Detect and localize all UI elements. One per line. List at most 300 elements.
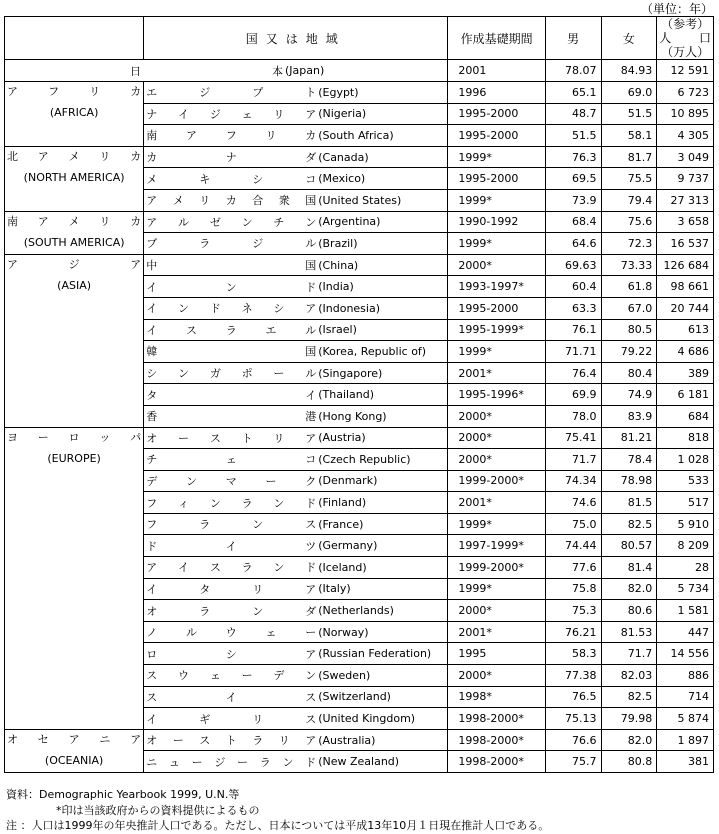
header-region-blank [5, 17, 144, 60]
country-name-char: フ [146, 518, 158, 532]
country-name-ja [146, 538, 316, 554]
period-cell: 1995 [448, 643, 545, 665]
country-cell [144, 103, 448, 125]
header-male: 男 [545, 17, 601, 60]
male-cell: 76.4 [545, 362, 601, 384]
country-name-char: ー [172, 734, 184, 748]
male-cell: 74.44 [545, 535, 601, 557]
region-name-char: ヨ [7, 430, 18, 444]
male-cell: 76.21 [545, 621, 601, 643]
country-name-char: ス [305, 712, 317, 726]
country-cell [144, 341, 448, 363]
region-name-en: (AFRICA) [49, 106, 99, 119]
male-cell: 75.8 [545, 578, 601, 600]
header-country: 国又は地域 [144, 17, 448, 60]
country-name-char: デ [146, 474, 158, 488]
period-cell: 2001* [448, 492, 545, 514]
country-name-char: ル [305, 323, 317, 337]
population-cell: 8 209 [657, 535, 714, 557]
country-name-char: 中 [146, 259, 158, 273]
female-cell: 51.5 [601, 103, 657, 125]
country-name-char: ブ [146, 237, 158, 251]
region-name-char: ッ [99, 430, 111, 444]
table-row-japan [5, 60, 714, 82]
period-cell: 1998* [448, 686, 545, 708]
region-name-en: (EUROPE) [47, 451, 101, 465]
country-name-char: ス [209, 561, 221, 575]
male-cell: 51.5 [545, 125, 601, 147]
header-pop-line2-b: 口 [698, 31, 711, 45]
country-name-char: ラ [259, 755, 271, 769]
country-name-char: イ [146, 712, 158, 726]
japan-name-last: 本 [272, 64, 283, 78]
region-name-char: ロ [68, 430, 80, 444]
country-name-char: ネ [241, 302, 253, 316]
country-name-ja [146, 646, 316, 662]
population-cell: 5 734 [657, 578, 714, 600]
country-name-char: 衆 [278, 194, 290, 208]
country-cell [144, 578, 448, 600]
region-cell [5, 254, 144, 427]
male-cell: 76.3 [545, 146, 601, 168]
region-name-char: オ [7, 732, 18, 746]
region-name-en: (OCEANIA) [44, 753, 104, 767]
country-name-char: ギ [199, 712, 211, 726]
population-cell: 14 556 [657, 643, 714, 665]
country-name-ja [146, 624, 316, 640]
country-name-ja [146, 279, 316, 295]
country-name-char: フ [225, 129, 237, 143]
period-cell: 1995-2000 [448, 125, 545, 147]
female-cell: 81.5 [601, 492, 657, 514]
country-name-char: ジ [252, 237, 264, 251]
country-name-char: ア [305, 647, 317, 661]
country-cell [144, 168, 448, 190]
country-name-char: ア [146, 194, 158, 208]
population-cell: 9 737 [657, 168, 714, 190]
country-name-char: ツ [305, 539, 317, 553]
country-name-char: ラ [252, 734, 264, 748]
region-name-char: カ [130, 85, 142, 98]
country-name-char: ェ [225, 453, 237, 467]
region-cell [5, 729, 144, 772]
female-cell: 78.98 [601, 470, 657, 492]
country-cell [144, 297, 448, 319]
region-cell [5, 427, 144, 729]
country-name-char: デ [273, 669, 285, 683]
region-name-char: リ [99, 149, 111, 163]
male-cell: 77.38 [545, 665, 601, 687]
population-cell: 4 305 [657, 125, 714, 147]
header-row [5, 17, 714, 60]
country-name-char: ー [178, 431, 190, 445]
country-name-en: (Denmark) [318, 474, 378, 488]
country-cell [144, 729, 448, 751]
country-name-char: コ [305, 453, 317, 467]
country-name-ja [146, 473, 316, 489]
period-cell: 2001* [448, 621, 545, 643]
male-cell: 78.0 [545, 405, 601, 427]
country-cell [144, 319, 448, 341]
country-name-en: (Argentina) [318, 215, 381, 229]
country-name-en: (Austria) [318, 431, 366, 445]
country-cell [144, 751, 448, 773]
country-name-char: イ [146, 302, 158, 316]
region-name-char: 北 [7, 149, 18, 163]
country-name-char: ー [191, 755, 203, 769]
male-cell: 75.13 [545, 708, 601, 730]
female-cell: 79.98 [601, 708, 657, 730]
country-name-en: (Finland) [318, 496, 367, 510]
region-name-ja [7, 255, 141, 275]
country-name-char: 国 [305, 345, 317, 359]
country-name-char: 合 [252, 194, 264, 208]
period-cell: 1999* [448, 513, 545, 535]
country-name-char: ン [305, 669, 317, 683]
country-name-char: ニ [146, 755, 158, 769]
region-name-char: リ [99, 214, 111, 228]
population-cell: 3 049 [657, 146, 714, 168]
country-name-ja [146, 214, 316, 230]
country-cell [144, 665, 448, 687]
female-cell: 81.4 [601, 557, 657, 579]
male-cell: 75.3 [545, 600, 601, 622]
country-name-char: エ [265, 323, 277, 337]
country-name-char: ー [265, 474, 277, 488]
period-cell: 2001* [448, 362, 545, 384]
country-cell [144, 384, 448, 406]
female-cell: 82.5 [601, 513, 657, 535]
footer-source: 資料：Demographic Yearbook 1999, U.N.等 [6, 788, 240, 801]
population-cell: 5 910 [657, 513, 714, 535]
period-cell: 2000* [448, 405, 545, 427]
period-cell: 2000* [448, 600, 545, 622]
female-cell: 75.5 [601, 168, 657, 190]
female-cell: 72.3 [601, 233, 657, 255]
male-cell: 74.6 [545, 492, 601, 514]
header-period: 作成基礎期間 [448, 17, 545, 60]
country-name-char: ェ [209, 669, 221, 683]
country-name-char: マ [225, 474, 237, 488]
region-name-ja [7, 730, 141, 750]
country-name-char: ジ [214, 755, 226, 769]
country-name-char: ィ [178, 496, 190, 510]
country-name-ja [146, 451, 316, 467]
country-name-ja [146, 689, 316, 705]
country-name-char: イ [178, 107, 190, 121]
region-name-char: ー [37, 430, 49, 444]
country-name-char: シ [225, 647, 237, 661]
country-name-en: (China) [318, 258, 359, 272]
male-cell: 69.9 [545, 384, 601, 406]
region-name-char: ア [130, 257, 142, 271]
country-name-en: (Sweden) [318, 668, 371, 682]
country-cell [144, 125, 448, 147]
country-name-ja [146, 257, 316, 273]
region-name-char: ア [68, 732, 80, 746]
country-name-char: オ [146, 431, 158, 445]
country-name-ja [146, 408, 316, 424]
country-name-char: リ [199, 194, 211, 208]
country-name-char: エ [146, 86, 158, 100]
country-name-en: (United Kingdom) [318, 712, 416, 726]
country-name-char: ス [305, 690, 317, 704]
country-name-char: ア [146, 215, 158, 229]
japan-name-first: 日 [130, 64, 141, 78]
country-name-char: イ [305, 388, 317, 402]
male-cell: 65.1 [545, 82, 601, 104]
country-cell [144, 276, 448, 298]
female-cell: 81.53 [601, 621, 657, 643]
region-name-char: リ [89, 85, 101, 98]
table-row [5, 729, 714, 751]
period-cell: 1998-2000* [448, 751, 545, 773]
female-cell: 82.0 [601, 578, 657, 600]
period-cell: 1999* [448, 233, 545, 255]
country-name-en: (Canada) [318, 150, 369, 164]
japan-period: 2001 [448, 60, 545, 82]
region-name-en: (SOUTH AMERICA) [23, 235, 125, 249]
country-name-en: (Korea, Republic of) [318, 344, 427, 358]
population-cell: 1 028 [657, 449, 714, 471]
region-name-char: カ [130, 149, 142, 163]
country-name-en: (India) [318, 280, 354, 294]
country-cell [144, 233, 448, 255]
country-name-char: ロ [146, 647, 158, 661]
period-cell: 1998-2000* [448, 729, 545, 751]
female-cell: 80.6 [601, 600, 657, 622]
country-name-char: リ [273, 431, 285, 445]
population-cell: 5 874 [657, 708, 714, 730]
period-cell: 1999-2000* [448, 557, 545, 579]
country-name-char: リ [252, 582, 264, 596]
country-name-char: ナ [225, 151, 237, 165]
country-name-ja [146, 711, 316, 727]
region-name-char: メ [68, 149, 80, 163]
period-cell: 1999* [448, 146, 545, 168]
male-cell: 75.0 [545, 513, 601, 535]
country-name-char: ナ [146, 107, 158, 121]
population-cell: 1 897 [657, 729, 714, 751]
country-name-char: メ [146, 172, 158, 186]
country-name-en: (Egypt) [318, 85, 359, 99]
country-name-char: ポ [241, 367, 253, 381]
japan-male: 78.07 [545, 60, 601, 82]
male-cell: 69.63 [545, 254, 601, 276]
country-name-char: ン [209, 496, 221, 510]
country-name-en: (Hong Kong) [318, 409, 387, 423]
country-name-char: ル [178, 215, 190, 229]
country-cell [144, 621, 448, 643]
country-name-en: (Brazil) [318, 236, 358, 250]
male-cell: 60.4 [545, 276, 601, 298]
female-cell: 80.8 [601, 751, 657, 773]
female-cell: 81.7 [601, 146, 657, 168]
period-cell: 2000* [448, 427, 545, 449]
country-name-en: (Italy) [318, 582, 351, 596]
population-cell: 98 661 [657, 276, 714, 298]
country-name-char: ド [146, 539, 158, 553]
country-name-en: (Mexico) [318, 172, 366, 186]
country-name-ja [146, 149, 316, 165]
country-name-char: メ [172, 194, 184, 208]
male-cell: 64.6 [545, 233, 601, 255]
country-name-char: ン [273, 496, 285, 510]
country-name-en: (Israel) [318, 323, 357, 337]
country-name-ja [146, 192, 316, 208]
country-name-char: ン [178, 302, 190, 316]
female-cell: 83.9 [601, 405, 657, 427]
country-name-char: シ [146, 367, 158, 381]
country-name-char: ウ [178, 669, 190, 683]
country-name-en: (Netherlands) [318, 604, 394, 618]
country-name-char: ノ [146, 626, 158, 640]
country-name-char: 国 [305, 259, 317, 273]
country-name-char: ド [305, 755, 317, 769]
country-cell [144, 427, 448, 449]
region-name-char: ニ [99, 732, 111, 746]
country-name-char: ク [305, 474, 317, 488]
region-cell [5, 82, 144, 147]
period-cell: 2000* [448, 254, 545, 276]
country-cell [144, 254, 448, 276]
population-cell: 6 181 [657, 384, 714, 406]
country-cell [144, 449, 448, 471]
period-cell: 1995-1999* [448, 319, 545, 341]
country-name-en: (Nigeria) [318, 107, 367, 121]
population-cell: 613 [657, 319, 714, 341]
region-name-char: カ [130, 214, 142, 228]
country-name-char: ゼ [209, 215, 221, 229]
female-cell: 82.03 [601, 665, 657, 687]
footer-asterisk-note: *印は当該政府からの資料提供によるもの [56, 803, 260, 817]
female-cell: 58.1 [601, 125, 657, 147]
table-row [5, 254, 714, 276]
country-name-char: ル [305, 237, 317, 251]
country-name-char: ア [305, 302, 317, 316]
country-cell [144, 513, 448, 535]
region-name-char: ジ [68, 257, 80, 271]
country-name-char: ス [185, 323, 197, 337]
country-name-ja [146, 754, 316, 770]
country-name-char: リ [252, 712, 264, 726]
country-name-char: イ [178, 561, 190, 575]
country-cell [144, 643, 448, 665]
country-cell [144, 557, 448, 579]
country-name-char: イ [225, 539, 237, 553]
country-cell [144, 492, 448, 514]
country-name-char: ン [225, 280, 237, 294]
period-cell: 1995-1996* [448, 384, 545, 406]
country-name-en: (United States) [318, 193, 402, 207]
country-name-char: ラ [241, 561, 253, 575]
period-cell: 1998-2000* [448, 708, 545, 730]
country-name-char: カ [305, 129, 317, 143]
country-name-char: 南 [146, 129, 158, 143]
footer-notes [6, 787, 549, 834]
region-name-en: (ASIA) [57, 278, 92, 292]
country-name-char: リ [278, 734, 290, 748]
female-cell: 71.7 [601, 643, 657, 665]
country-name-en: (Germany) [318, 539, 378, 553]
country-name-char: タ [199, 582, 211, 596]
region-cell [5, 146, 144, 211]
region-name-char: ア [37, 149, 49, 163]
country-name-char: オ [146, 604, 158, 618]
region-cell [5, 211, 144, 254]
country-name-char: ン [282, 755, 294, 769]
country-cell [144, 708, 448, 730]
country-name-en: (Norway) [318, 625, 369, 639]
male-cell: 71.71 [545, 341, 601, 363]
country-name-char: タ [146, 388, 158, 402]
region-name-char: メ [68, 214, 80, 228]
country-name-en: (Indonesia) [318, 301, 380, 315]
country-name-ja [146, 732, 316, 748]
country-name-ja [146, 365, 316, 381]
country-name-char: プ [252, 86, 264, 100]
country-name-ja [146, 300, 316, 316]
country-name-ja [146, 667, 316, 683]
region-name-char: ア [7, 85, 18, 98]
female-cell: 78.4 [601, 449, 657, 471]
country-name-char: 国 [305, 194, 317, 208]
male-cell: 63.3 [545, 297, 601, 319]
population-cell: 27 313 [657, 189, 714, 211]
country-cell [144, 686, 448, 708]
country-name-char: 韓 [146, 345, 158, 359]
population-cell: 714 [657, 686, 714, 708]
region-name-char: パ [130, 430, 142, 444]
population-cell: 684 [657, 405, 714, 427]
country-name-ja [146, 322, 316, 338]
country-name-char: ラ [199, 604, 211, 618]
country-name-char: ス [209, 431, 221, 445]
female-cell: 67.0 [601, 297, 657, 319]
country-name-char: ラ [199, 237, 211, 251]
region-name-char: セ [37, 732, 49, 746]
region-name-char: ア [7, 257, 18, 271]
country-name-char: ー [241, 669, 253, 683]
life-expectancy-table [4, 16, 714, 773]
country-name-char: 香 [146, 410, 158, 424]
country-name-char: コ [305, 172, 317, 186]
region-name-ja [7, 428, 141, 448]
country-name-char: カ [146, 151, 158, 165]
country-name-ja [146, 603, 316, 619]
country-cell [144, 470, 448, 492]
table-row [5, 211, 714, 233]
country-name-char: ド [305, 496, 317, 510]
period-cell: 1999* [448, 341, 545, 363]
country-name-char: ル [305, 367, 317, 381]
female-cell: 81.21 [601, 427, 657, 449]
country-name-char: リ [265, 129, 277, 143]
country-name-char: ラ [199, 518, 211, 532]
country-name-char: ス [146, 669, 158, 683]
country-name-char: イ [225, 690, 237, 704]
country-cell [144, 362, 448, 384]
country-name-en: (New Zealand) [318, 755, 400, 769]
female-cell: 82.0 [601, 729, 657, 751]
header-pop-line1: （参考） [661, 17, 710, 31]
country-name-char: オ [146, 734, 158, 748]
female-cell: 80.57 [601, 535, 657, 557]
population-cell: 517 [657, 492, 714, 514]
male-cell: 58.3 [545, 643, 601, 665]
country-cell [144, 600, 448, 622]
male-cell: 71.7 [545, 449, 601, 471]
